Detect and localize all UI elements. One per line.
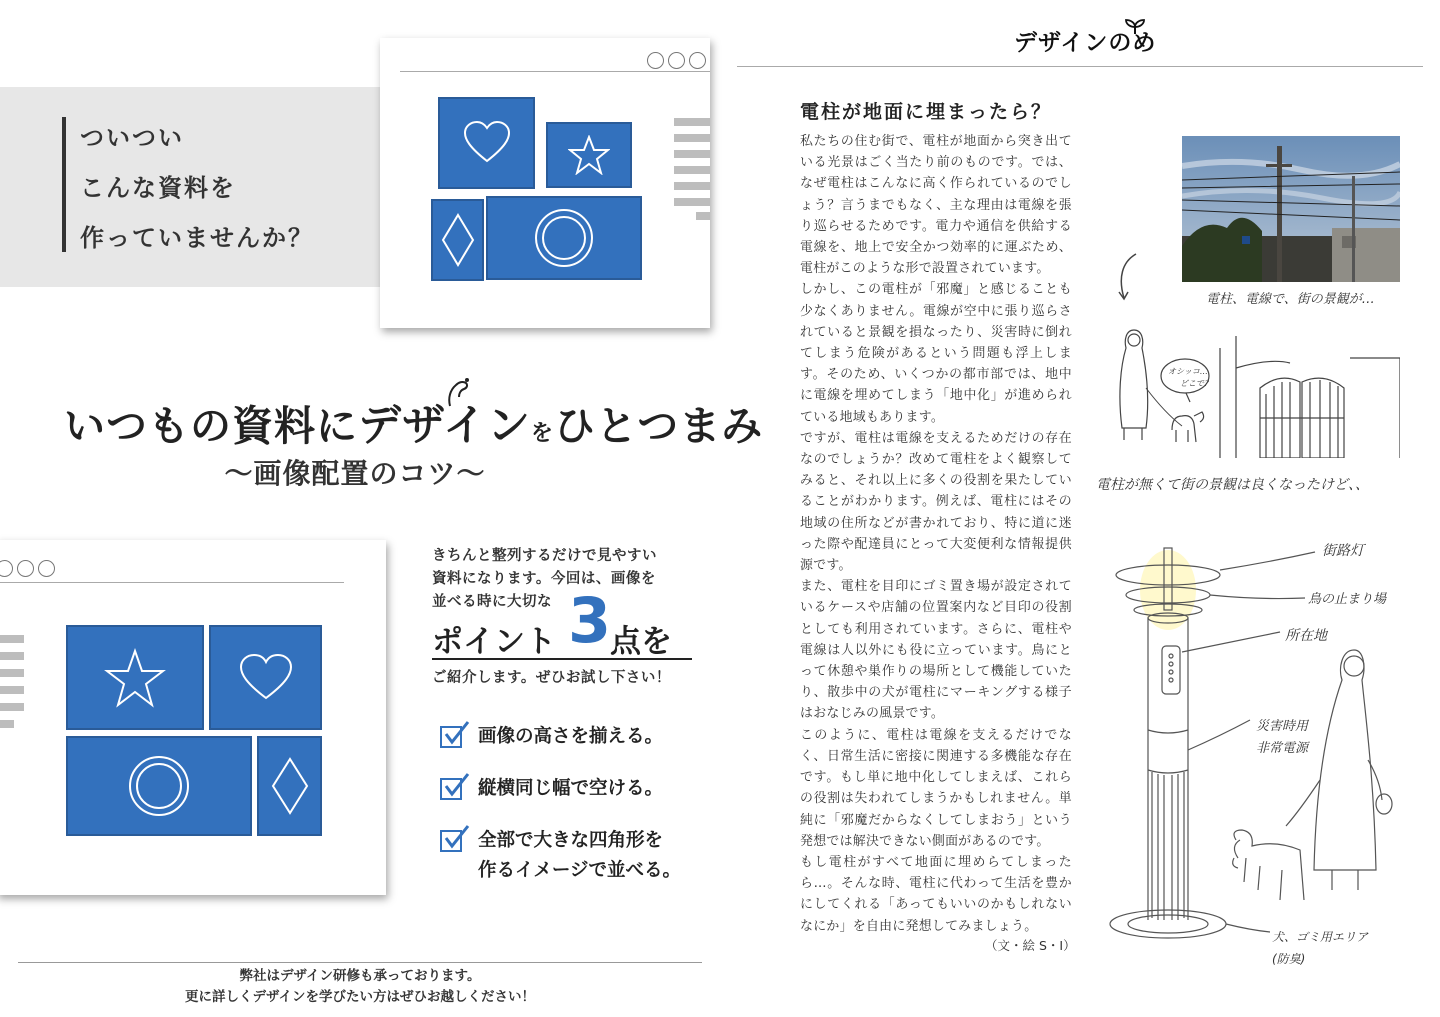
footer-line: 弊社はデザイン研修も承っております。 <box>239 968 481 984</box>
footer-text <box>18 966 702 1008</box>
text-placeholder-bar <box>0 635 24 643</box>
heart-icon <box>463 121 511 165</box>
intro-line: 並べる時に大切な <box>432 594 552 610</box>
tile-diamond <box>257 736 322 836</box>
article-paragraph: しかし、この電柱が「邪魔」と感じることも少なくありません。電線が空中に張り巡らされていると景観を損なったり、災害時に倒れてしまう危険があるという問題も浮上します。そのため、いくつかの都市部では、地中に電線を埋めてしまう「地中化」が進められている地域もあります。 <box>800 282 1072 425</box>
band-line-1: ついつい <box>80 124 184 152</box>
doc-header-rule <box>400 71 710 72</box>
label-bird-perch: 鳥の止まり場 <box>1308 592 1387 607</box>
text-placeholder-bar <box>674 182 710 190</box>
label-emergency-power <box>1256 716 1308 760</box>
text-placeholder-bar <box>696 212 710 220</box>
bad-layout-document <box>380 38 710 328</box>
sprout-icon <box>1124 18 1146 36</box>
tile-circle <box>66 736 252 836</box>
good-layout-document <box>0 540 386 895</box>
text-placeholder-bar <box>0 703 24 711</box>
subtitle: 〜画像配置のコツ〜 <box>224 457 486 490</box>
text-placeholder-bar <box>0 686 24 694</box>
double-circle-icon <box>533 207 595 269</box>
text-placeholder-bar <box>0 652 24 660</box>
tile-heart <box>209 625 322 730</box>
logo: デザインのめ <box>1014 30 1157 56</box>
text-placeholder-bar <box>674 118 710 126</box>
label-address: 所在地 <box>1285 628 1327 644</box>
byline: （文・絵 S・I） <box>985 938 1076 953</box>
label-line: 犬、ゴミ用エリア <box>1272 930 1369 944</box>
text-placeholder-bar <box>674 198 710 206</box>
text-placeholder-bar <box>674 166 710 174</box>
label-line: 災害時用 <box>1256 719 1309 734</box>
checkbox-checked-icon <box>440 778 462 800</box>
window-dots <box>0 560 55 577</box>
window-dots <box>647 52 706 69</box>
main-title <box>64 392 764 453</box>
header-rule <box>737 66 1423 67</box>
utility-pole-photo <box>1182 136 1400 282</box>
footer-rule <box>18 962 702 963</box>
checklist-item <box>440 826 710 886</box>
heart-icon <box>239 654 293 702</box>
article-paragraph: 私たちの住む街で、電柱が地面から突き出ている光景はごく当たり前のものです。では、なぜ電柱はこんなに高く作られているのでしょう？言うまでもなく、主な理由は電線を張り巡らせるためです。電力や通信を供給する電線を、地上で安全かつ効率的に運ぶため、電柱がこのような形で設置されています。 <box>800 134 1072 277</box>
checklist-item <box>440 774 710 806</box>
scene-caption: 電柱が無くて街の景観は良くなったけど、、 <box>1096 477 1369 493</box>
tile-circle <box>486 196 642 280</box>
text-placeholder-bar <box>674 134 710 142</box>
tile-heart <box>438 97 535 189</box>
article-paragraph: このように、電柱は電線を支えるだけでなく、日常生活に密接に関連する多機能な存在です。もし単に地中化してしまえば、これらの役割は失われてしまうかもしれません。単純に「邪魔だからなくしてしまおう」という発想では解決できない側面があるのです。 <box>800 727 1072 849</box>
intro-line: 資料になります。今回は、画像を <box>432 571 656 587</box>
speech-bubble-text <box>1168 366 1212 390</box>
pinch-hand-icon <box>444 376 472 410</box>
tile-star <box>546 122 632 188</box>
title-part1: いつもの資料に <box>64 402 358 450</box>
article-paragraph: ですが、電柱は電線を支えるためだけの存在なのでしょうか？改めて電柱をよく観察してみると、それ以上に多くの役割を果たしていることがわかります。例えば、電柱にはその地域の住所などが書かれており、特に道に迷った際や配達員にとって大変便利な情報提供源です。 <box>800 430 1072 574</box>
title-part2: ひとつまみ <box>554 402 764 450</box>
label-line: (防臭) <box>1272 952 1306 966</box>
article-paragraph: また、電柱を目印にゴミ置き場が設定されているケースや店舗の位置案内など目印の役割としても利用されています。さらに、電柱や電線は人以外にも役に立っています。鳥にとって休憩や巣作りの場所として機能していたり、散歩中の犬が電柱にマーキングする様子はおなじみの風景です。 <box>800 579 1072 722</box>
point-suffix: 点を <box>610 624 672 660</box>
star-icon <box>568 135 610 175</box>
band-line-2: こんな資料を <box>80 174 236 202</box>
checkbox-checked-icon <box>440 830 462 852</box>
bubble-line: オシッコ… <box>1168 367 1208 376</box>
street-sketch <box>1110 318 1400 458</box>
checklist-text: 画像の高さを揃える。 <box>478 726 664 747</box>
diamond-icon <box>441 213 475 267</box>
checklist-text <box>478 826 681 886</box>
band-accent-bar <box>62 117 66 252</box>
title-design: デザイン <box>358 401 531 451</box>
text-placeholder-bar <box>674 150 710 158</box>
point-label: ポイント <box>432 624 556 660</box>
doc-header-rule <box>0 582 344 583</box>
double-circle-icon <box>127 754 191 818</box>
photo-caption: 電柱、電線で、街の景観が… <box>1206 292 1375 307</box>
article-title: 電柱が地面に埋まったら？ <box>800 101 1053 123</box>
tile-diamond <box>431 199 484 281</box>
checklist-text: 縦横同じ幅で空ける。 <box>478 778 664 799</box>
label-dog-area <box>1272 926 1368 970</box>
point-headline <box>432 584 692 660</box>
star-icon <box>103 648 167 708</box>
point-number: 3 <box>568 584 612 657</box>
intro-line: きちんと整列するだけで見やすい <box>432 548 657 564</box>
checklist-line: 作るイメージで並べる。 <box>478 860 681 881</box>
checkbox-checked-icon <box>440 726 462 748</box>
article-body <box>800 131 1072 937</box>
tile-star <box>66 625 204 730</box>
title-wo: を <box>531 421 555 446</box>
checklist-item <box>440 722 710 754</box>
band-line-3: 作っていませんか？ <box>80 224 314 252</box>
label-line: 非常電源 <box>1256 741 1309 756</box>
checklist-line: 全部で大きな四角形を <box>478 830 664 851</box>
text-placeholder-bar <box>0 720 14 728</box>
intro-end: ご紹介します。ぜひお試し下さい！ <box>432 670 671 686</box>
curved-arrow-icon <box>1114 252 1140 302</box>
label-street-light: 街路灯 <box>1322 543 1364 559</box>
bubble-line: どこで？ <box>1180 379 1212 388</box>
footer-line: 更に詳しくデザインを学びたい方はぜひお越しください！ <box>184 989 536 1005</box>
text-placeholder-bar <box>0 669 24 677</box>
article-paragraph: もし電柱がすべて地面に埋めらてしまったら…。そんな時、電柱に代わって生活を豊かにしてくれる「あってもいいのかもしれないなにか」を自由に発想してみましょう。 <box>800 854 1072 934</box>
diamond-icon <box>271 757 309 815</box>
